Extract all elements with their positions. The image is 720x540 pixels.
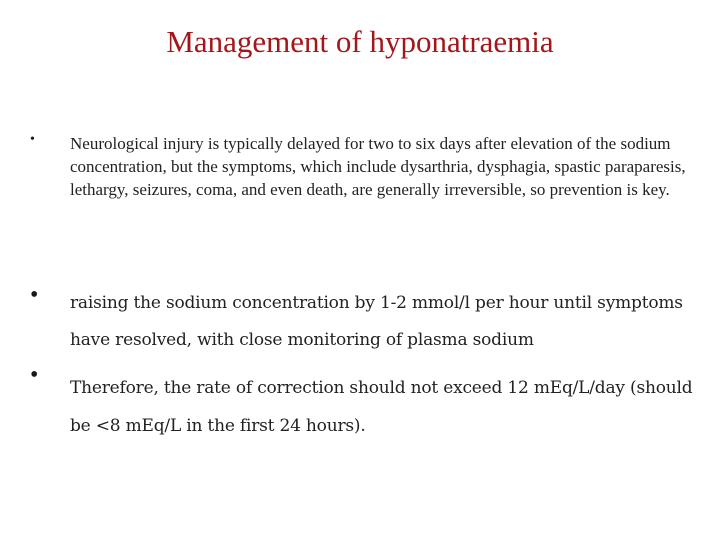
bullet-text-raising-sodium: raising the sodium concentration by 1-2 mmol/l per hour until symptoms have resolved, with close monitoring of plasma sodium (70, 293, 683, 350)
bullet-text-neurological-injury: Neurological injury is typically delayed for two to six days after elevation of the sodium concentration, but the symptoms, which include dysarthria, dysphagia, spastic paraparesis, lethargy, seizures, coma, and even death, are generally irreversible, so prevention is key. (70, 134, 686, 199)
bullet-marker: • (30, 362, 39, 388)
bullet-text-rate-of-correction: Therefore, the rate of correction should not exceed 12 mEq/L/day (should be <8 mEq/L in the first 24 hours). (70, 378, 693, 436)
slide-title: Management of hyponatraemia (166, 24, 554, 59)
bullet-marker: • (30, 132, 35, 147)
bullet-marker: • (30, 282, 39, 308)
